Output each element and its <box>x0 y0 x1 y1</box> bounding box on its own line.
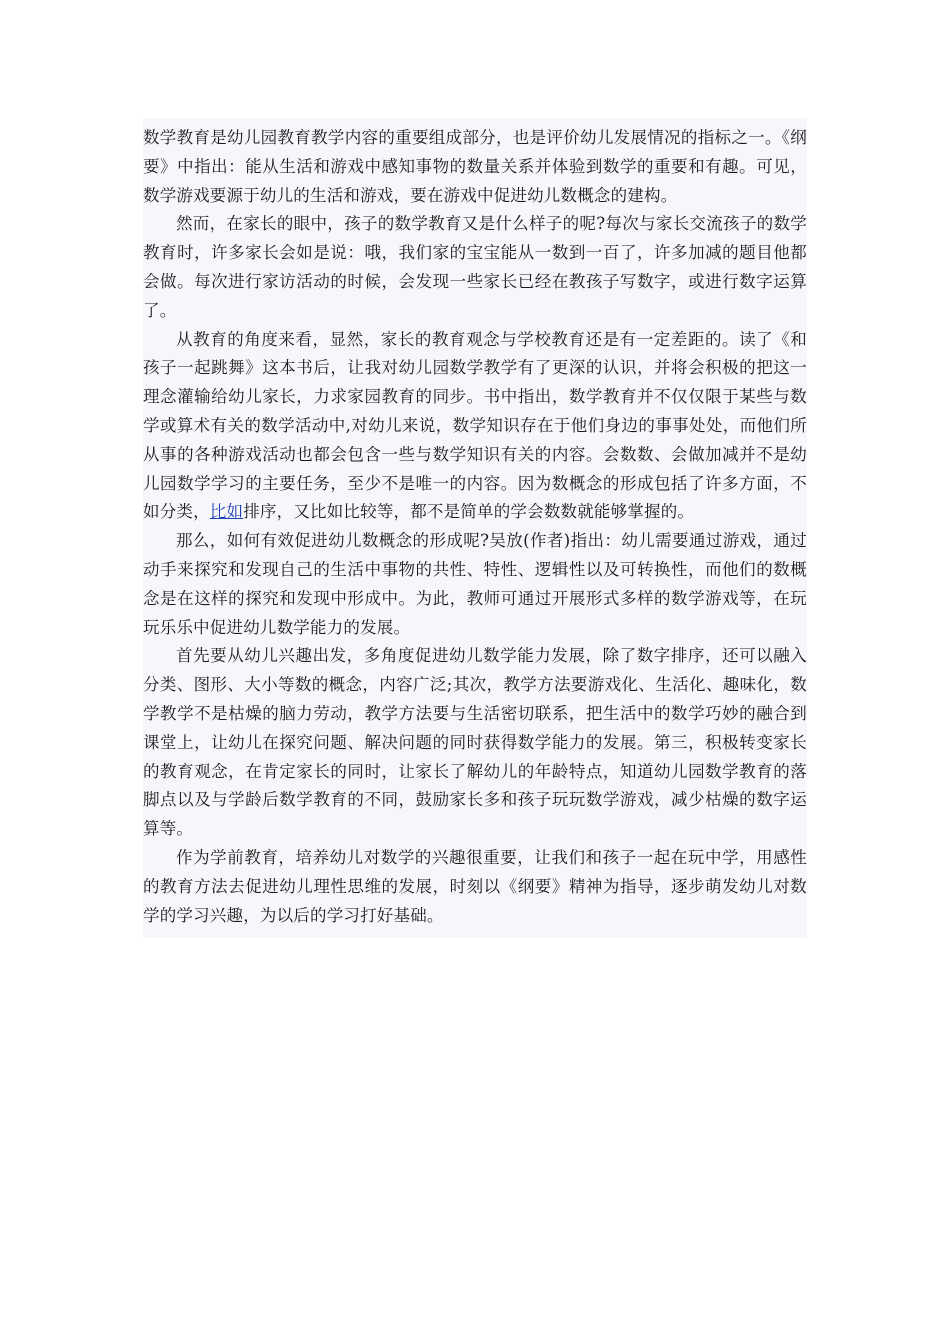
paragraph-6: 作为学前教育，培养幼儿对数学的兴趣很重要，让我们和孩子一起在玩中学，用感性的教育方法去促进幼儿理性思维的发展，时刻以《纲要》精神为指导，逐步萌发幼儿对数学的学习兴趣，为以后的学习打好基础。 <box>143 847 807 925</box>
paragraph-2: 然而，在家长的眼中，孩子的数学教育又是什么样子的呢?每次与家长交流孩子的数学教育时，许多家长会如是说：哦，我们家的宝宝能从一数到一百了，许多加减的题目他都会做。每次进行家访活动的时候，会发现一些家长已经在教孩子写数字，或进行数字运算了。 <box>143 214 807 320</box>
paragraph-3 <box>143 326 807 528</box>
paragraph-3-text-before-link: 从教育的角度来看，显然，家长的教育观念与学校教育还是有一定差距的。读了《和孩子一起跳舞》这本书后，让我对幼儿园数学教学有了更深的认识，并将会积极的把这一理念灌输给幼儿家长，力求家园教育的同步。书中指出，数学教育并不仅仅限于某些与数学或算术有关的数学活动中,对幼儿来说，数学知识存在于他们身边的事事处处，而他们所从事的各种游戏活动也都会包含一些与数学知识有关的内容。会数数、会做加减并不是幼儿园数学学习的主要任务，至少不是唯一的内容。因为数概念的形成包括了许多方面，不如分类， <box>143 329 807 522</box>
paragraph-1: 数学教育是幼儿园教育教学内容的重要组成部分，也是评价幼儿发展情况的指标之一。《纲要》中指出：能从生活和游戏中感知事物的数量关系并体验到数学的重要和有趣。可见，数学游戏要源于幼儿的生活和游戏，要在游戏中促进幼儿数概念的建构。 <box>143 128 807 205</box>
article-body <box>143 118 807 938</box>
paragraph-4: 那么，如何有效促进幼儿数概念的形成呢?吴放(作者)指出：幼儿需要通过游戏，通过动手来探究和发现自己的生活中事物的共性、特性、逻辑性以及可转换性，而他们的数概念是在这样的探究和发现中形成中。为此，教师可通过开展形式多样的数学游戏等，在玩玩乐乐中促进幼儿数学能力的发展。 <box>143 531 807 637</box>
paragraph-5: 首先要从幼儿兴趣出发，多角度促进幼儿数学能力发展，除了数字排序，还可以融入分类、图形、大小等数的概念，内容广泛;其次，教学方法要游戏化、生活化、趣味化，数学教学不是枯燥的脑力劳动，教学方法要与生活密切联系，把生活中的数学巧妙的融合到课堂上，让幼儿在探究问题、解决问题的同时获得数学能力的发展。第三，积极转变家长的教育观念，在肯定家长的同时，让家长了解幼儿的年龄特点，知道幼儿园数学教育的落脚点以及与学龄后数学教育的不同，鼓励家长多和孩子玩玩数学游戏，减少枯燥的数字运算等。 <box>143 646 807 839</box>
inline-link[interactable]: 比如 <box>209 502 244 522</box>
paragraph-3-text-after-link: 排序，又比如比较等，都不是简单的学会数数就能够掌握的。 <box>243 502 695 522</box>
